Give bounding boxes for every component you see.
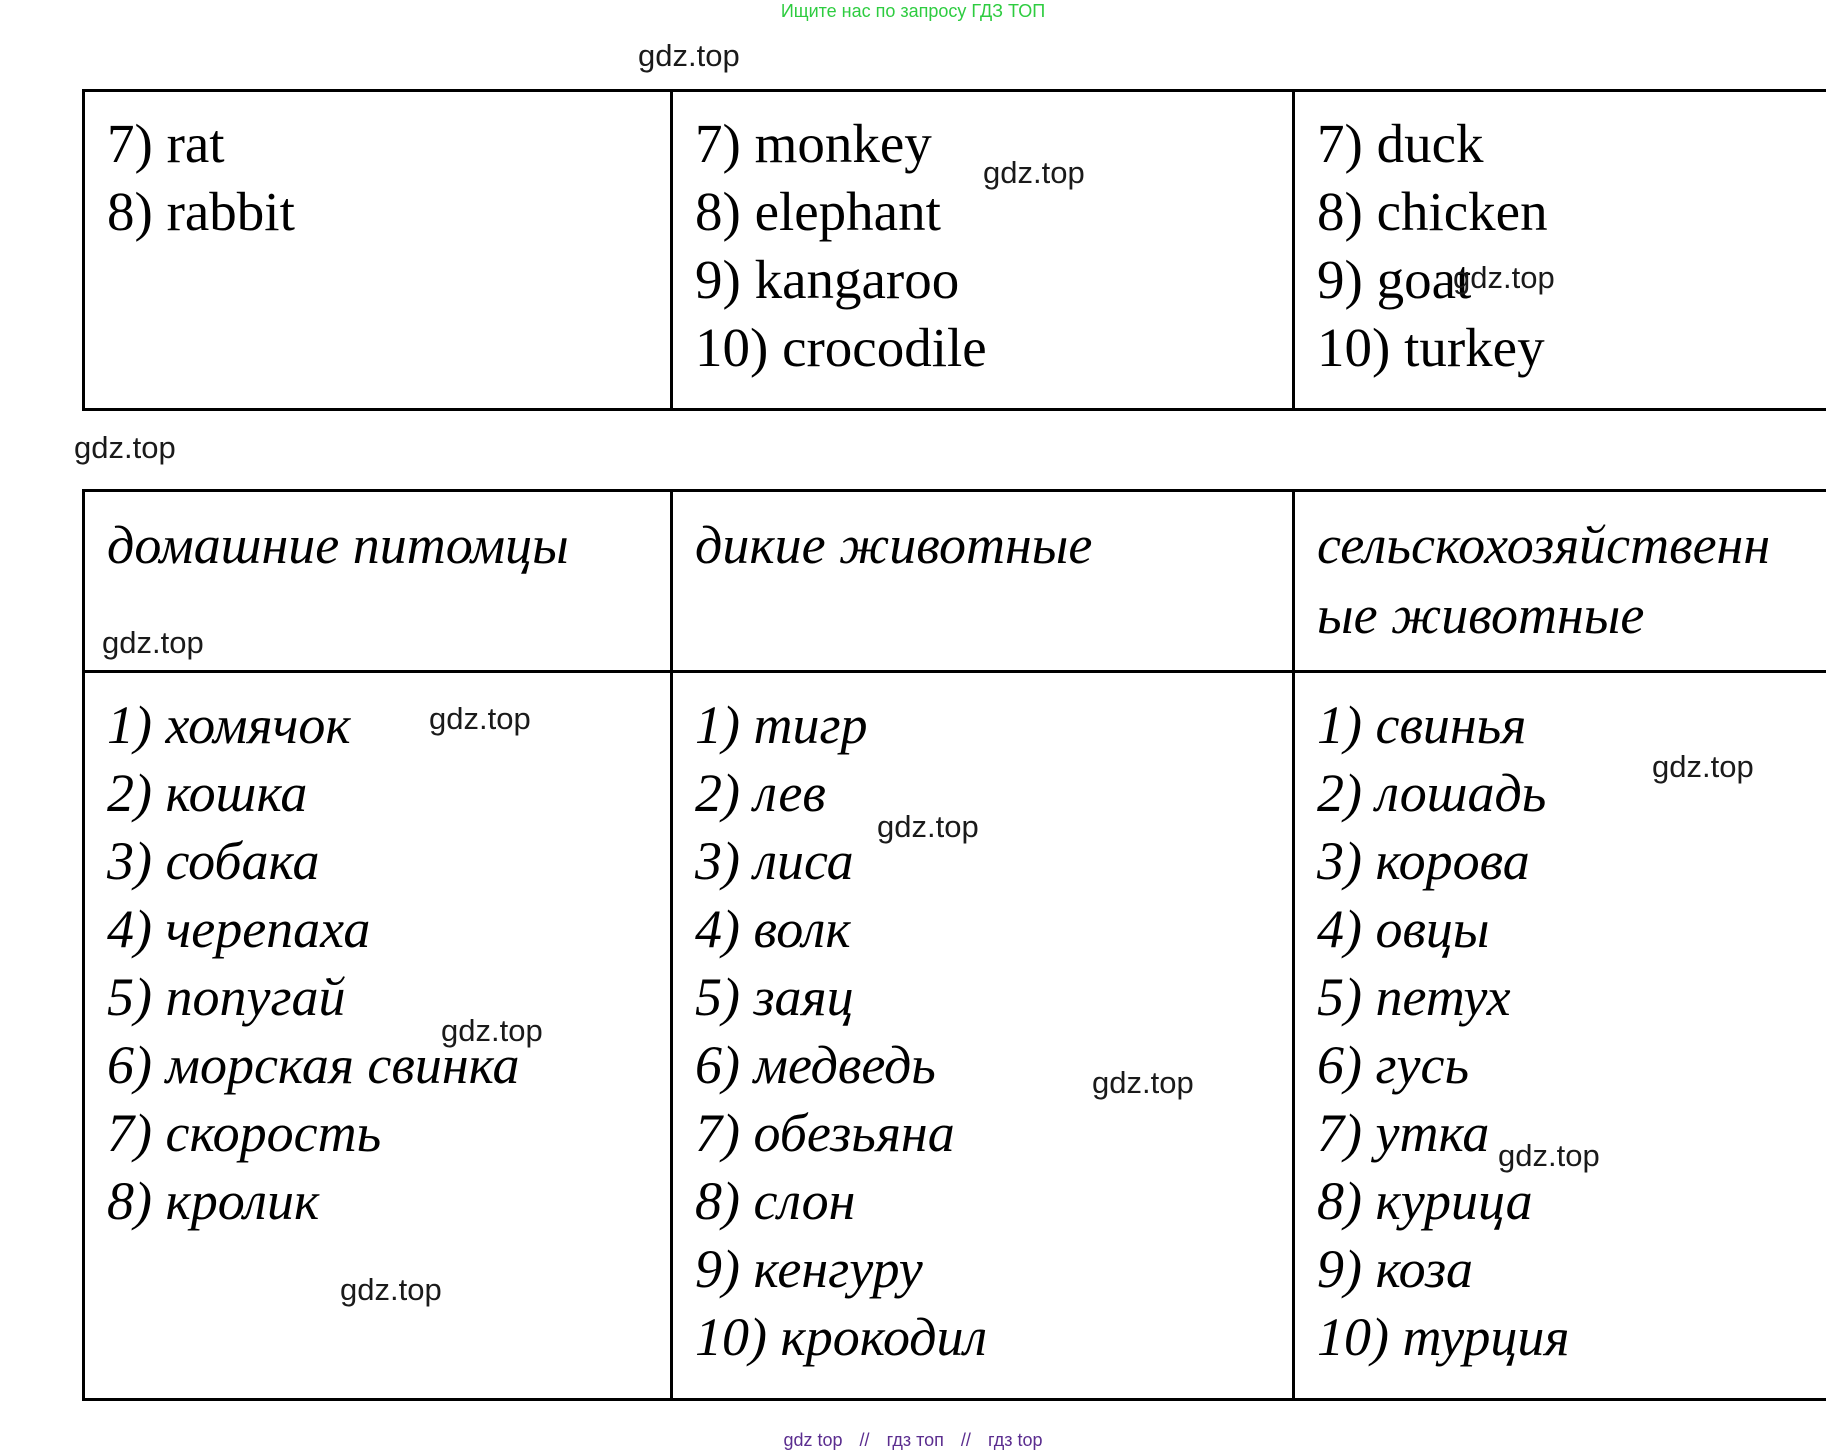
list-item: 10) crocodile xyxy=(695,314,1292,382)
watermark: gdz.top xyxy=(877,811,979,842)
list-item: 2) лев xyxy=(695,759,1292,827)
list-item: 8) кролик xyxy=(107,1167,670,1235)
watermark: gdz.top xyxy=(983,157,1085,188)
header-label: сельскохозяйственн xyxy=(1317,510,1826,580)
watermark: gdz.top xyxy=(638,40,740,71)
watermark: gdz.top xyxy=(441,1015,543,1046)
english-answers-table xyxy=(82,89,1826,411)
watermark: gdz.top xyxy=(340,1274,442,1305)
list-item: 9) goat xyxy=(1317,246,1826,314)
english-col-farm xyxy=(1294,91,1826,410)
list-item: 8) chicken xyxy=(1317,178,1826,246)
list-item: 2) лошадь xyxy=(1317,759,1826,827)
list-item: 10) крокодил xyxy=(695,1303,1292,1371)
list-item: 9) kangaroo xyxy=(695,246,1292,314)
footer-link[interactable]: гдз топ xyxy=(887,1430,944,1450)
list-item: 8) курица xyxy=(1317,1167,1826,1235)
list-item: 4) черепаха xyxy=(107,895,670,963)
watermark: gdz.top xyxy=(1498,1140,1600,1171)
header-wild xyxy=(672,491,1294,672)
list-item: 2) кошка xyxy=(107,759,670,827)
header-label: ые животные xyxy=(1317,580,1826,650)
list-item: 5) попугай xyxy=(107,963,670,1031)
list-item: 3) корова xyxy=(1317,827,1826,895)
list-item: 7) обезьяна xyxy=(695,1099,1292,1167)
russian-answers-table xyxy=(82,489,1826,1401)
list-item: 8) слон xyxy=(695,1167,1292,1235)
list-item: 6) морская свинка xyxy=(107,1031,670,1099)
list-item: 4) овцы xyxy=(1317,895,1826,963)
header-farm xyxy=(1294,491,1826,672)
table-header-row xyxy=(84,491,1826,672)
list-item: 7) скорость xyxy=(107,1099,670,1167)
list-item: 9) коза xyxy=(1317,1235,1826,1303)
list-item: 7) duck xyxy=(1317,110,1826,178)
header-label: домашние питомцы xyxy=(107,510,670,580)
english-col-pets xyxy=(84,91,672,410)
list-item: 10) turkey xyxy=(1317,314,1826,382)
footer-link[interactable]: gdz top xyxy=(783,1430,842,1450)
footer-links xyxy=(0,1430,1826,1451)
list-item: 7) rat xyxy=(107,110,670,178)
list-item: 6) гусь xyxy=(1317,1031,1826,1099)
list-item: 3) собака xyxy=(107,827,670,895)
list-item: 7) monkey xyxy=(695,110,1292,178)
watermark: gdz.top xyxy=(102,627,204,658)
footer-link[interactable]: гдз top xyxy=(988,1430,1043,1450)
header-label: дикие животные xyxy=(695,510,1292,580)
list-item: 8) elephant xyxy=(695,178,1292,246)
watermark: gdz.top xyxy=(1092,1067,1194,1098)
list-item: 8) rabbit xyxy=(107,178,670,246)
watermark: gdz.top xyxy=(1652,751,1754,782)
list-item: 5) петух xyxy=(1317,963,1826,1031)
list-item: 1) хомячок xyxy=(107,691,670,759)
footer-separator: // xyxy=(961,1430,971,1450)
watermark: gdz.top xyxy=(1453,262,1555,293)
list-item: 5) заяц xyxy=(695,963,1292,1031)
watermark: gdz.top xyxy=(429,703,531,734)
list-item: 3) лиса xyxy=(695,827,1292,895)
list-item: 7) утка xyxy=(1317,1099,1826,1167)
footer-separator: // xyxy=(860,1430,870,1450)
list-item: 9) кенгуру xyxy=(695,1235,1292,1303)
list-item: 6) медведь xyxy=(695,1031,1292,1099)
list-item: 1) свинья xyxy=(1317,691,1826,759)
watermark: gdz.top xyxy=(74,432,176,463)
english-col-wild xyxy=(672,91,1294,410)
list-item: 10) турция xyxy=(1317,1303,1826,1371)
list-item: 4) волк xyxy=(695,895,1292,963)
russian-col-wild xyxy=(672,672,1294,1400)
list-item: 1) тигр xyxy=(695,691,1292,759)
top-banner: Ищите нас по запросу ГДЗ ТОП xyxy=(0,0,1826,22)
